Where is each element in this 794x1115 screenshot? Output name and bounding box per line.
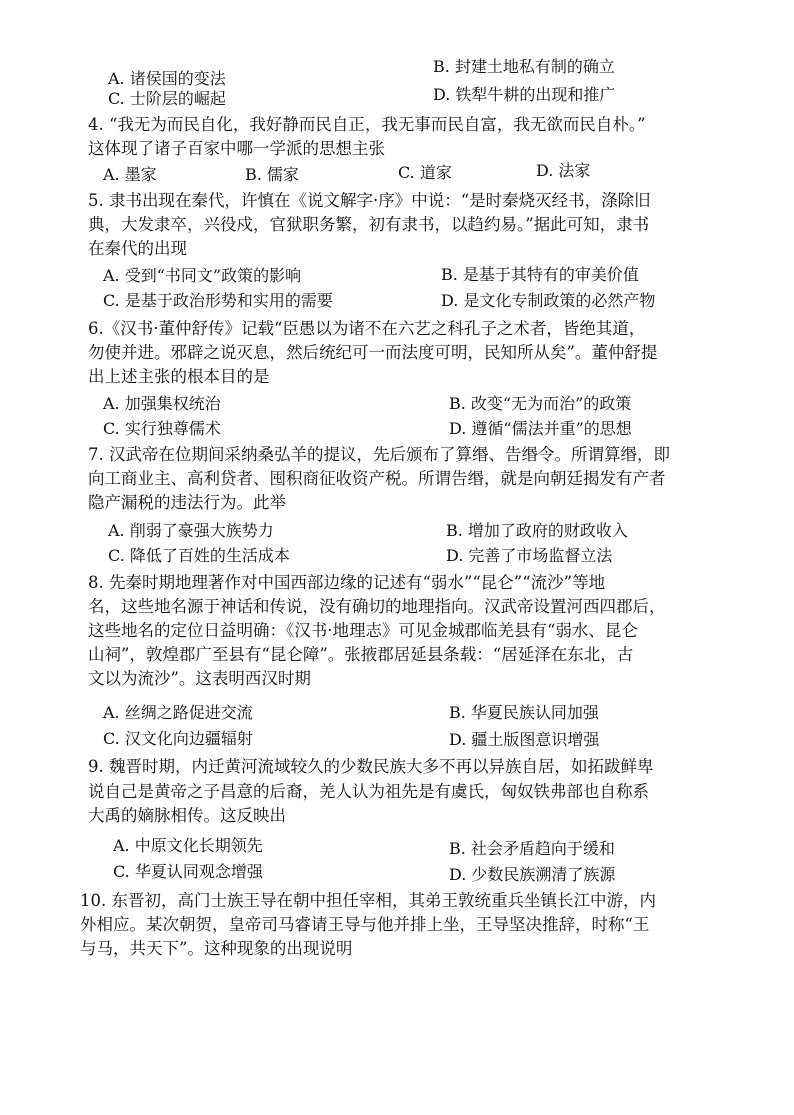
q5-stem-line-3: 在秦代的出现 xyxy=(88,239,187,258)
q6-option-d[interactable]: D. 遵循“儒法并重”的思想 xyxy=(449,419,632,438)
q5-option-d[interactable]: D. 是文化专制政策的必然产物 xyxy=(441,291,656,310)
q6-option-b[interactable]: B. 改变“无为而治”的政策 xyxy=(449,394,632,413)
q10-stem-line-3: 与马，共天下”。这种现象的出现说明 xyxy=(80,939,353,958)
q9-stem-line-1: 9. 魏晋时期，内迁黄河流域较久的少数民族大多不再以异族自居，如拓跋鲜卑 xyxy=(88,757,654,776)
q6-stem-line-1: 6.《汉书·董仲舒传》记载“臣愚以为诸不在六艺之科孔子之术者，皆绝其道， xyxy=(88,319,646,338)
q8-stem-line-5: 文以为流沙”。这表明西汉时期 xyxy=(88,669,311,688)
q4-option-b[interactable]: B. 儒家 xyxy=(245,165,299,184)
q7-option-c[interactable]: C. 降低了百姓的生活成本 xyxy=(108,546,290,565)
q5-option-b[interactable]: B. 是基于其特有的审美价值 xyxy=(441,265,639,284)
q4-stem-line-2: 这体现了诸子百家中哪一学派的思想主张 xyxy=(88,139,385,158)
q8-stem-line-2: 名，这些地名源于神话和传说，没有确切的地理指向。汉武帝设置河西四郡后， xyxy=(88,597,666,616)
q9-option-b[interactable]: B. 社会矛盾趋向于缓和 xyxy=(449,839,615,858)
q7-stem-line-2: 向工商业主、高利贷者、囤积商征收资产税。所谓告缗，就是向朝廷揭发有产者 xyxy=(88,469,666,488)
q6-option-c[interactable]: C. 实行独尊儒术 xyxy=(103,419,221,438)
q4-stem-line-1: 4. “我无为而民自化，我好静而民自正，我无事而民自富，我无欲而民自朴。” xyxy=(88,115,646,134)
q6-option-a[interactable]: A. 加强集权统治 xyxy=(103,394,221,413)
q5-stem-line-1: 5. 隶书出现在秦代，许慎在《说文解字·序》中说：“是时秦烧灭经书，涤除旧 xyxy=(88,191,651,210)
q6-stem-line-2: 勿使并进。邪辟之说灭息，然后统纪可一而法度可明，民知所从矣”。董仲舒提 xyxy=(88,343,658,362)
q3-option-a[interactable]: A. 诸侯国的变法 xyxy=(108,69,226,88)
q8-option-d[interactable]: D. 疆土版图意识增强 xyxy=(449,730,600,749)
q8-stem-line-1: 8. 先秦时期地理著作对中国西部边缘的记述有“弱水”“昆仑”“流沙”等地 xyxy=(88,573,606,592)
q7-option-b[interactable]: B. 增加了政府的财政收入 xyxy=(446,521,628,540)
q9-option-c[interactable]: C. 华夏认同观念增强 xyxy=(113,862,263,881)
q8-option-b[interactable]: B. 华夏民族认同加强 xyxy=(449,703,599,722)
q7-option-a[interactable]: A. 削弱了豪强大族势力 xyxy=(108,521,274,540)
q4-option-a[interactable]: A. 墨家 xyxy=(103,165,157,184)
q3-option-c[interactable]: C. 士阶层的崛起 xyxy=(108,89,226,108)
q8-stem-line-3: 这些地名的定位日益明确：《汉书·地理志》可见金城郡临羌县有“弱水、昆仑 xyxy=(88,621,638,640)
q7-option-d[interactable]: D. 完善了市场监督立法 xyxy=(446,546,613,565)
q10-stem-line-1: 10. 东晋初，高门士族王导在朝中担任宰相，其弟王敦统重兵坐镇长江中游，内 xyxy=(80,891,656,910)
q7-stem-line-3: 隐产漏税的违法行为。此举 xyxy=(88,493,286,512)
q4-option-d[interactable]: D. 法家 xyxy=(536,161,591,180)
q10-stem-line-2: 外相应。某次朝贺，皇帝司马睿请王导与他并排上坐，王导坚决推辞，时称“王 xyxy=(80,915,650,934)
q9-option-a[interactable]: A. 中原文化长期领先 xyxy=(113,836,263,855)
q9-stem-line-3: 大禹的嫡脉相传。这反映出 xyxy=(88,806,286,825)
q5-stem-line-2: 典，大发隶卒，兴役戍，官狱职务繁，初有隶书，以趋约易。”据此可知，隶书 xyxy=(88,215,650,234)
q9-option-d[interactable]: D. 少数民族溯清了族源 xyxy=(449,865,616,884)
q4-option-c[interactable]: C. 道家 xyxy=(398,163,452,182)
q8-option-a[interactable]: A. 丝绸之路促进交流 xyxy=(103,703,253,722)
q3-option-b[interactable]: B. 封建土地私有制的确立 xyxy=(433,57,615,76)
q5-option-a[interactable]: A. 受到“书同文”政策的影响 xyxy=(103,266,302,285)
q7-stem-line-1: 7. 汉武帝在位期间采纳桑弘羊的提议，先后颁布了算缗、告缗令。所谓算缗，即 xyxy=(88,445,670,464)
q8-option-c[interactable]: C. 汉文化向边疆辐射 xyxy=(103,729,253,748)
q6-stem-line-3: 出上述主张的根本目的是 xyxy=(88,367,270,386)
q5-option-c[interactable]: C. 是基于政治形势和实用的需要 xyxy=(103,291,333,310)
q9-stem-line-2: 说自己是黄帝之子昌意的后裔，羌人认为祖先是有虞氏，匈奴铁弗部也自称系 xyxy=(88,782,649,801)
q3-option-d[interactable]: D. 铁犁牛耕的出现和推广 xyxy=(433,85,616,104)
q8-stem-line-4: 山祠”，敦煌郡广至县有“昆仑障”。张掖郡居延县条载：“居延泽在东北，古 xyxy=(88,645,634,664)
